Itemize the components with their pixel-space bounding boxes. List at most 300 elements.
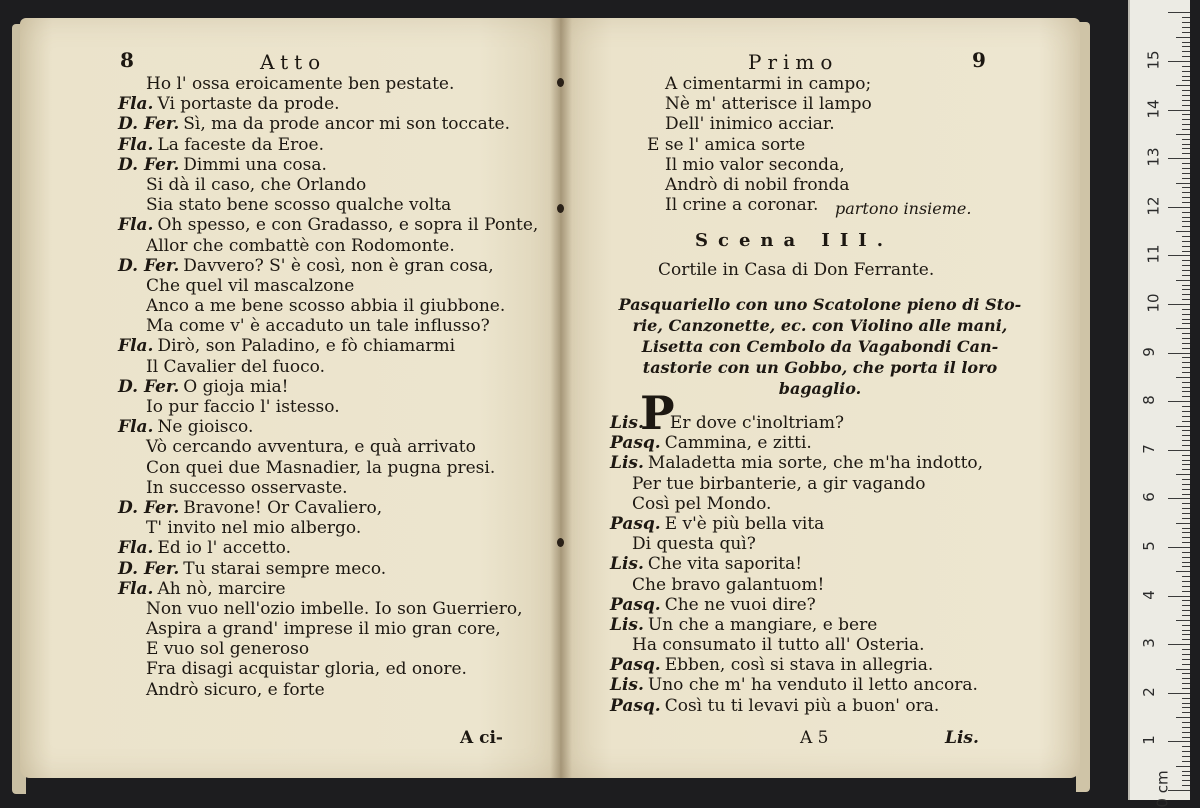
- text-content: Ma come v' è accaduto un tale influsso?: [146, 316, 490, 337]
- ruler-tick: [1182, 528, 1190, 529]
- ruler-tick: [1182, 460, 1190, 461]
- scene-title: Scena III.: [695, 230, 893, 251]
- text-content: Si dà il caso, che Orlando: [146, 174, 367, 195]
- ruler-tick: [1182, 124, 1190, 125]
- ruler-tick: [1182, 634, 1190, 635]
- text-content: Con quei due Masnadier, la pugna presi.: [146, 457, 496, 478]
- ruler-tick: [1182, 323, 1190, 324]
- ruler-tick: [1176, 426, 1190, 427]
- speaker-label: D. Fer.: [118, 114, 180, 135]
- text-line: [118, 195, 538, 215]
- ruler-tick: [1176, 717, 1190, 718]
- book-gutter: [550, 18, 572, 778]
- ruler-tick: [1176, 377, 1190, 378]
- text-content: Dirò, son Paladino, e fò chiamarmi: [157, 336, 456, 357]
- speaker-label: Lis.: [610, 675, 644, 696]
- text-line: [118, 437, 538, 457]
- text-line: [610, 514, 983, 534]
- ruler-tick: [1182, 217, 1190, 218]
- right-page: [560, 18, 1080, 778]
- binding-stitch: [557, 204, 564, 213]
- verse-line: Nè m' atterisce il lampo: [665, 94, 872, 115]
- text-content: Ho l' ossa eroicamente ben pestate.: [146, 74, 455, 94]
- text-content: Tu starai sempre meco.: [183, 558, 387, 579]
- stage-direction-line: tastorie con un Gobbo, che porta il loro: [642, 358, 998, 377]
- text-line: [118, 155, 538, 175]
- text-content: Non vuo nell'ozio imbelle. Io son Guerriero,: [146, 598, 523, 619]
- ruler-tick: [1168, 401, 1190, 402]
- text-content: Di questa quì?: [632, 534, 756, 555]
- ruler-tick: [1168, 207, 1190, 208]
- text-line: [118, 599, 538, 619]
- ruler-tick: [1182, 649, 1190, 650]
- ruler-tick: [1182, 435, 1190, 436]
- ruler-tick: [1182, 630, 1190, 631]
- ruler-tick: [1182, 187, 1190, 188]
- text-content: E vuo sol generoso: [146, 639, 310, 660]
- speaker-label: Fla.: [118, 215, 154, 236]
- ruler-tick: [1182, 27, 1190, 28]
- ruler-tick: [1182, 576, 1190, 577]
- right-catchword: Lis.: [945, 728, 979, 748]
- speaker-label: D. Fer.: [118, 558, 180, 579]
- speaker-label: Fla.: [118, 417, 154, 438]
- speaker-label: Fla.: [118, 336, 154, 357]
- signature-mark: A 5: [800, 728, 829, 748]
- ruler-tick: [1182, 610, 1190, 611]
- text-line: [118, 498, 538, 518]
- left-catchword: A ci-: [460, 728, 503, 748]
- text-content: Sì, ma da prode ancor mi son toccate.: [183, 114, 510, 135]
- ruler-label: 10: [1144, 293, 1163, 313]
- text-line: [118, 215, 538, 235]
- ruler-tick: [1182, 562, 1190, 563]
- ruler-tick: [1182, 80, 1190, 81]
- speaker-label: Pasq.: [610, 594, 661, 615]
- ruler-tick: [1182, 732, 1190, 733]
- text-line: [610, 494, 983, 514]
- speaker-label: Fla.: [118, 578, 154, 599]
- text-line: [118, 659, 538, 679]
- ruler-tick: [1168, 110, 1190, 111]
- text-content: Per tue birbanterie, a gir vagando: [632, 473, 926, 494]
- left-running-header: Atto: [260, 50, 327, 74]
- ruler-tick: [1182, 42, 1190, 43]
- ruler-tick: [1182, 761, 1190, 762]
- speaker-label: Pasq.: [610, 655, 661, 676]
- ruler-tick: [1182, 114, 1190, 115]
- text-line: [610, 675, 983, 695]
- ruler-label: 14: [1144, 99, 1163, 119]
- ruler-tick: [1182, 46, 1190, 47]
- ruler-tick: [1182, 382, 1190, 383]
- ruler-label: 7: [1139, 444, 1158, 454]
- ruler-tick: [1182, 66, 1190, 67]
- speaker-label: Fla.: [118, 134, 154, 155]
- ruler-tick: [1182, 557, 1190, 558]
- ruler-tick: [1182, 600, 1190, 601]
- ruler-tick: [1182, 173, 1190, 174]
- ruler-tick: [1182, 246, 1190, 247]
- text-content: Così tu ti levavi più a buon' ora.: [664, 695, 940, 716]
- right-page-number: 9: [972, 48, 986, 72]
- text-line: [610, 575, 983, 595]
- ruler-tick: [1182, 712, 1190, 713]
- left-page: [20, 18, 560, 778]
- ruler-tick: [1176, 134, 1190, 135]
- ruler-tick: [1182, 440, 1190, 441]
- text-line: [118, 579, 538, 599]
- text-content: Anco a me bene scosso abbia il giubbone.: [146, 296, 506, 317]
- ruler-tick: [1182, 163, 1190, 164]
- ruler-tick: [1182, 698, 1190, 699]
- ruler-tick: [1168, 498, 1190, 499]
- text-content: Vi portaste da prode.: [157, 94, 340, 115]
- text-content: Ah nò, marcire: [157, 578, 286, 599]
- ruler-tick: [1182, 119, 1190, 120]
- text-line: [610, 595, 983, 615]
- ruler-tick: [1176, 37, 1190, 38]
- ruler-label: 2: [1139, 687, 1158, 697]
- ruler-tick: [1182, 153, 1190, 154]
- speaker-label: Pasq.: [610, 433, 661, 454]
- ruler-tick: [1176, 669, 1190, 670]
- ruler-tick: [1182, 605, 1190, 606]
- ruler-tick: [1176, 328, 1190, 329]
- ruler-tick: [1168, 693, 1190, 694]
- ruler-tick: [1168, 304, 1190, 305]
- ruler-tick: [1182, 241, 1190, 242]
- text-line: [118, 680, 538, 700]
- ruler-tick: [1182, 236, 1190, 237]
- ruler-tick: [1182, 756, 1190, 757]
- speaker-label: D. Fer.: [118, 154, 180, 175]
- right-running-header: Primo: [748, 50, 839, 74]
- ruler-tick: [1182, 51, 1190, 52]
- text-content: Ebben, così si stava in allegria.: [664, 655, 934, 676]
- text-line: [118, 559, 538, 579]
- ruler-tick: [1182, 90, 1190, 91]
- text-content: Davvero? S' è così, non è gran cosa,: [183, 255, 494, 276]
- ruler-label: 8: [1139, 395, 1158, 405]
- ruler-tick: [1182, 129, 1190, 130]
- ruler-tick: [1182, 100, 1190, 101]
- ruler-label: 9: [1139, 346, 1158, 357]
- ruler-tick: [1182, 168, 1190, 169]
- ruler-tick: [1176, 280, 1190, 281]
- text-content: Vò cercando avventura, e quà arrivato: [146, 437, 476, 458]
- stage-direction-line: Lisetta con Cembolo da Vagabondi Can-: [641, 337, 999, 356]
- ruler-tick: [1182, 251, 1190, 252]
- ruler-tick: [1182, 445, 1190, 446]
- ruler-tick: [1168, 741, 1190, 742]
- text-line: [118, 458, 538, 478]
- text-line: [118, 316, 538, 336]
- ruler-tick: [1182, 221, 1190, 222]
- verse-line: Il mio valor seconda,: [665, 154, 845, 175]
- ruler-tick: [1182, 319, 1190, 320]
- ruler-tick: [1182, 484, 1190, 485]
- speaker-label: Fla.: [118, 538, 154, 559]
- ruler-tick: [1182, 494, 1190, 495]
- ruler-tick: [1182, 343, 1190, 344]
- ruler-tick: [1176, 523, 1190, 524]
- ruler-tick: [1182, 469, 1190, 470]
- ruler-tick: [1182, 197, 1190, 198]
- text-line: [610, 554, 983, 574]
- text-line: [118, 114, 538, 134]
- ruler-label: 4: [1139, 589, 1158, 600]
- ruler-tick: [1182, 260, 1190, 261]
- ruler-tick: [1168, 596, 1190, 597]
- ruler-tick: [1182, 678, 1190, 679]
- text-content: Che ne vuoi dire?: [664, 594, 816, 615]
- open-book: [20, 18, 1080, 793]
- ruler-tick: [1182, 71, 1190, 72]
- verse-line: Il crine a coronar.: [665, 195, 819, 216]
- ruler-tick: [1182, 722, 1190, 723]
- ruler-tick: [1182, 362, 1190, 363]
- text-content: O gioja mia!: [183, 376, 289, 397]
- text-content: Ed io l' accetto.: [157, 538, 291, 559]
- text-line: [118, 175, 538, 195]
- ruler-tick: [1182, 202, 1190, 203]
- text-line: [610, 615, 983, 635]
- text-line: [610, 453, 983, 473]
- text-line: [610, 655, 983, 675]
- ruler-tick: [1182, 707, 1190, 708]
- ruler-tick: [1182, 664, 1190, 665]
- ruler-tick: [1182, 503, 1190, 504]
- speaker-label: D. Fer.: [118, 376, 180, 397]
- ruler-label: 0 cm: [1153, 770, 1172, 808]
- speaker-label: Fla.: [118, 94, 154, 115]
- left-text-block: [118, 74, 538, 700]
- ruler-tick: [1182, 387, 1190, 388]
- text-line: [610, 474, 983, 494]
- ruler-tick: [1182, 430, 1190, 431]
- ruler-label: 11: [1144, 244, 1163, 264]
- text-line: [118, 397, 538, 417]
- ruler-tick: [1182, 139, 1190, 140]
- ruler-tick: [1182, 566, 1190, 567]
- ruler-tick: [1182, 178, 1190, 179]
- ruler-tick: [1182, 396, 1190, 397]
- speaker-label: Lis.: [610, 554, 644, 575]
- left-page-number: 8: [120, 48, 134, 72]
- ruler-tick: [1182, 581, 1190, 582]
- ruler-tick: [1182, 464, 1190, 465]
- binding-stitch: [557, 538, 564, 547]
- text-content: Bravone! Or Cavaliero,: [183, 497, 383, 518]
- ruler-tick: [1176, 85, 1190, 86]
- stage-direction: [600, 294, 1040, 399]
- speaker-label: Pasq.: [610, 695, 661, 716]
- verse-line: E se l' amica sorte: [647, 134, 806, 155]
- stage-exit: partono insieme.: [835, 199, 972, 218]
- verse-line: Andrò di nobil fronda: [665, 174, 850, 195]
- text-line: [118, 74, 538, 94]
- text-line: [118, 94, 538, 114]
- verse-line: A cimentarmi in campo;: [665, 74, 872, 94]
- speaker-label: Lis.: [610, 453, 644, 474]
- ruler-tick: [1182, 265, 1190, 266]
- ruler-tick: [1182, 625, 1190, 626]
- ruler-tick: [1182, 552, 1190, 553]
- text-content: Dimmi una cosa.: [183, 154, 327, 175]
- text-content: Aspira a grand' imprese il mio gran core,: [146, 619, 501, 640]
- ruler-label: 3: [1139, 638, 1158, 648]
- ruler-tick: [1182, 105, 1190, 106]
- text-content: Maladetta mia sorte, che m'ha indotto,: [647, 453, 984, 474]
- text-content: Un che a mangiare, e bere: [647, 614, 878, 635]
- ruler-tick: [1182, 586, 1190, 587]
- ruler-tick: [1176, 231, 1190, 232]
- stage-direction-line: rie, Canzonette, ec. con Violino alle mani,: [632, 316, 1008, 335]
- ruler-tick: [1182, 591, 1190, 592]
- text-content: Uno che m' ha venduto il letto ancora.: [647, 675, 978, 696]
- ruler-tick: [1182, 659, 1190, 660]
- text-line: [118, 135, 538, 155]
- ruler-tick: [1182, 17, 1190, 18]
- text-line: [118, 357, 538, 377]
- ruler-tick: [1182, 338, 1190, 339]
- ruler-tick: [1168, 450, 1190, 451]
- ruler-label: 12: [1144, 196, 1163, 216]
- text-content: Cammina, e zitti.: [664, 433, 812, 454]
- ruler-tick: [1182, 76, 1190, 77]
- ruler-label: 5: [1139, 541, 1158, 551]
- ruler-tick: [1182, 479, 1190, 480]
- ruler-label: 1: [1139, 735, 1158, 746]
- ruler-tick: [1182, 688, 1190, 689]
- ruler-label: 13: [1144, 147, 1163, 167]
- right-verse-block: [647, 74, 872, 216]
- text-content: Andrò sicuro, e forte: [146, 679, 325, 700]
- text-line: [610, 635, 983, 655]
- ruler-tick: [1176, 183, 1190, 184]
- ruler-tick: [1182, 285, 1190, 286]
- ruler-tick: [1182, 508, 1190, 509]
- ruler-tick: [1182, 32, 1190, 33]
- text-content: Così pel Mondo.: [632, 493, 772, 514]
- ruler-tick: [1182, 289, 1190, 290]
- ruler-tick: [1182, 542, 1190, 543]
- ruler-tick: [1182, 406, 1190, 407]
- text-line: [118, 296, 538, 316]
- ruler-tick: [1182, 391, 1190, 392]
- ruler-tick: [1182, 780, 1190, 781]
- ruler-tick: [1168, 353, 1190, 354]
- ruler-tick: [1182, 703, 1190, 704]
- ruler-tick: [1182, 95, 1190, 96]
- text-line: [118, 377, 538, 397]
- ruler-tick: [1168, 255, 1190, 256]
- ruler-tick: [1182, 727, 1190, 728]
- verse-line: Dell' inimico acciar.: [665, 114, 835, 135]
- ruler-tick: [1182, 673, 1190, 674]
- text-line: [118, 518, 538, 538]
- ruler-tick: [1176, 766, 1190, 767]
- text-content: Che quel vil mascalzone: [146, 275, 355, 296]
- text-content: Sia stato bene scosso qualche volta: [146, 195, 452, 216]
- ruler-tick: [1176, 474, 1190, 475]
- ruler-tick: [1182, 421, 1190, 422]
- text-content: Ne gioisco.: [157, 417, 254, 438]
- ruler-tick: [1182, 56, 1190, 57]
- text-content: E v'è più bella vita: [664, 513, 825, 534]
- ruler-tick: [1182, 411, 1190, 412]
- ruler-tick: [1182, 294, 1190, 295]
- ruler-tick: [1182, 775, 1190, 776]
- measuring-ruler: [1128, 0, 1190, 808]
- ruler-tick: [1182, 226, 1190, 227]
- ruler-tick: [1182, 275, 1190, 276]
- ruler-label: 6: [1139, 492, 1158, 503]
- ruler-tick: [1168, 547, 1190, 548]
- text-content: Io pur faccio l' istesso.: [146, 397, 340, 417]
- speaker-label: Lis.: [610, 614, 644, 635]
- ruler-tick: [1182, 212, 1190, 213]
- ruler-tick: [1182, 144, 1190, 145]
- speaker-label: Lis.: [610, 413, 644, 433]
- text-content: Oh spesso, e con Gradasso, e sopra il Ponte,: [157, 215, 539, 236]
- ruler-tick: [1182, 299, 1190, 300]
- text-content: Fra disagi acquistar gloria, ed onore.: [146, 659, 467, 680]
- text-content: T' invito nel mio albergo.: [146, 518, 362, 539]
- drop-cap: P: [640, 386, 675, 440]
- text-line: [118, 538, 538, 558]
- text-line: [118, 639, 538, 659]
- ruler-tick: [1168, 61, 1190, 62]
- text-content: Ha consumato il tutto all' Osteria.: [632, 635, 925, 656]
- speaker-label: D. Fer.: [118, 255, 180, 276]
- ruler-tick: [1168, 12, 1190, 13]
- ruler-tick: [1182, 785, 1190, 786]
- ruler-tick: [1182, 348, 1190, 349]
- ruler-tick: [1182, 148, 1190, 149]
- ruler-tick: [1182, 270, 1190, 271]
- speaker-label: Pasq.: [610, 513, 661, 534]
- ruler-tick: [1182, 455, 1190, 456]
- text-line: [118, 619, 538, 639]
- ruler-tick: [1182, 192, 1190, 193]
- text-line: [610, 696, 983, 716]
- text-content: Er dove c'inoltriam?: [669, 413, 845, 433]
- text-line: [610, 534, 983, 554]
- text-line: [118, 478, 538, 498]
- ruler-tick: [1182, 654, 1190, 655]
- text-line: [118, 236, 538, 256]
- ruler-tick: [1182, 615, 1190, 616]
- ruler-tick: [1182, 737, 1190, 738]
- ruler-label: 15: [1144, 50, 1163, 70]
- ruler-tick: [1176, 620, 1190, 621]
- text-content: La faceste da Eroe.: [157, 134, 324, 155]
- speaker-label: D. Fer.: [118, 497, 180, 518]
- ruler-tick: [1182, 416, 1190, 417]
- text-line: [118, 336, 538, 356]
- ruler-tick: [1182, 357, 1190, 358]
- text-content: Allor che combattè con Rodomonte.: [146, 235, 455, 256]
- text-content: In successo osservaste.: [146, 477, 348, 498]
- ruler-tick: [1182, 367, 1190, 368]
- ruler-tick: [1182, 771, 1190, 772]
- ruler-tick: [1182, 489, 1190, 490]
- stage-direction-line: bagaglio.: [778, 379, 862, 398]
- ruler-tick: [1182, 518, 1190, 519]
- ruler-tick: [1182, 314, 1190, 315]
